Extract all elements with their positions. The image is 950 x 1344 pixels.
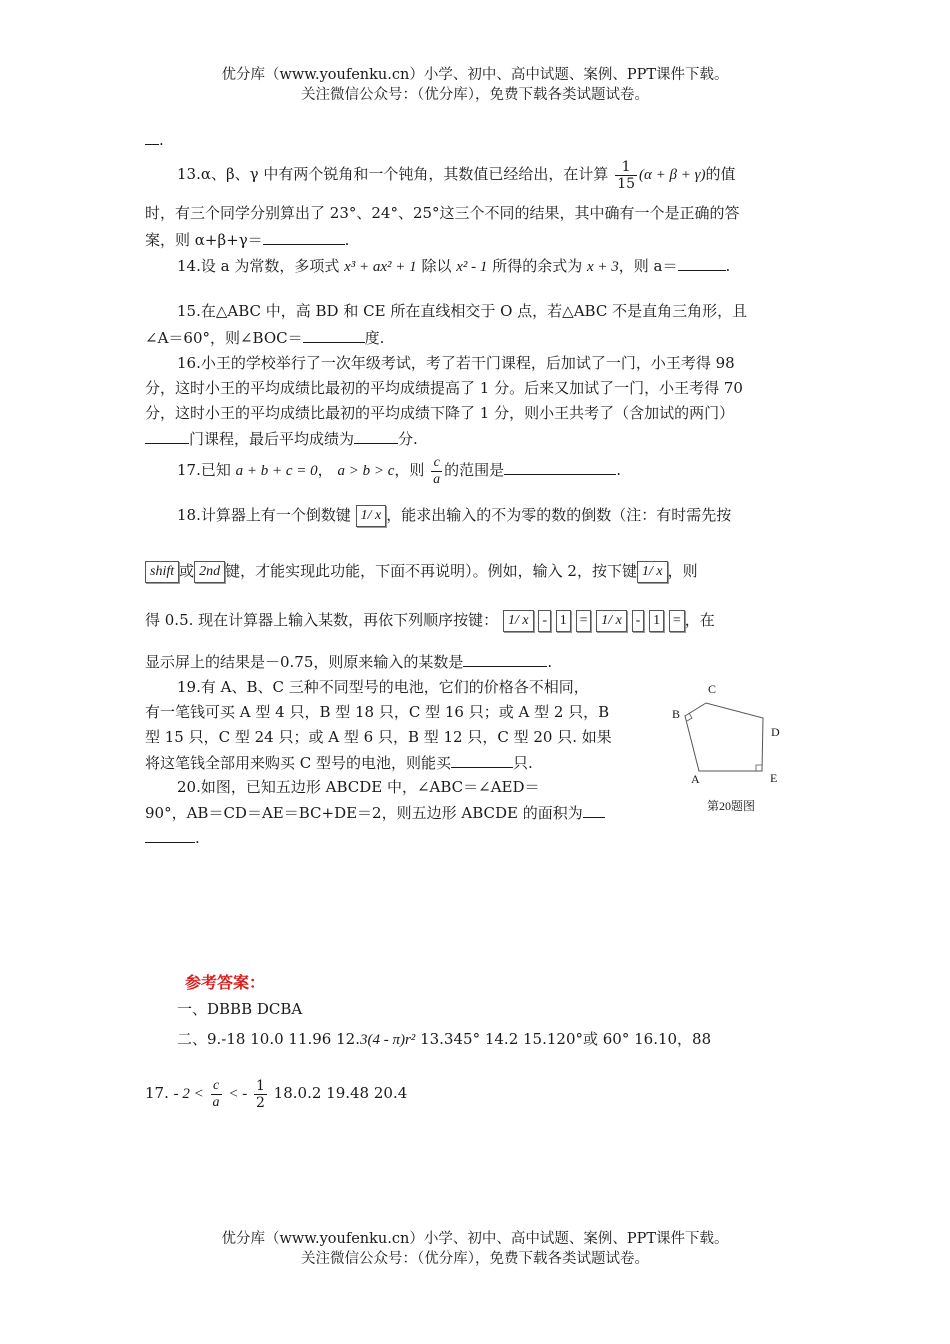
- question-19-line3: 型 15 只，C 型 24 只；或 A 型 6 只，B 型 12 只，C 型 20 只. 如果: [145, 728, 612, 746]
- question-13-line1: 13.α、β、γ 中有两个锐角和一个钝角，其数值已经给出，在计算 $\frac{1}{15}$ (α + β + γ)的值: [177, 158, 736, 192]
- answers-line-1: 一、DBBB DCBA: [177, 1000, 303, 1018]
- pentagon-figure: [665, 680, 790, 820]
- answer-blank: [504, 458, 616, 475]
- key-seq-3: 1: [556, 610, 571, 632]
- question-16-line3: 分，这时小王的平均成绩比最初的平均成绩下降了 1 分，则小王共考了（含加试的两门）: [145, 404, 735, 422]
- question-13-line3: 案，则 α+β+γ＝ .: [145, 228, 349, 250]
- question-19-line1: 19.有 A、B、C 三种不同型号的电池，它们的价格各不相同，: [177, 678, 589, 696]
- answers-line-2: 二、9.-18 10.0 11.96 12.3(4 - π)r² 13.345° 14.2 15.120°或 60° 16.10，88: [177, 1030, 712, 1048]
- right-angle-mark-e: [756, 765, 762, 771]
- key-seq-8: =: [669, 610, 685, 632]
- answer-blank: [145, 128, 159, 145]
- question-16-line4: 门课程，最后平均成绩为 分.: [145, 427, 418, 449]
- label-d: D: [771, 725, 780, 739]
- page-header: [0, 65, 950, 105]
- figure-caption: 第20题图: [707, 799, 756, 813]
- answers-title: 参考答案：: [185, 973, 266, 992]
- answer-blank: [303, 326, 365, 343]
- label-c: C: [708, 682, 717, 696]
- calculator-key-reciprocal: 1/ x: [356, 505, 387, 527]
- label-a: A: [691, 772, 700, 786]
- label-b: B: [672, 707, 681, 721]
- answers-line-3: 17. - 2 < $\frac{c}{a}$ < - $\frac{1}{2}$ 18.0.2 19.48 20.4: [145, 1077, 408, 1111]
- fraction: $\frac{1}{15}$: [617, 158, 636, 192]
- answer-blank: [354, 427, 398, 444]
- answer-blank: [263, 228, 345, 245]
- answer-blank: [463, 650, 547, 667]
- fraction: $\frac{c}{a}$: [433, 454, 441, 487]
- question-19-line2: 有一笔钱可买 A 型 4 只，B 型 18 只，C 型 16 只；或 A 型 2 只，B: [145, 703, 610, 721]
- question-20-line2: 90°，AB＝CD＝AE＝BC+DE＝2，则五边形 ABCDE 的面积为: [145, 801, 605, 823]
- question-14: 14.设 a 为常数，多项式 x³ + ax² + 1 除以 x² - 1 所得的余式为 x + 3，则 a＝ .: [177, 254, 730, 276]
- calculator-key-shift: shift: [145, 561, 179, 583]
- pentagon-shape: [685, 703, 763, 771]
- fraction: $\frac{1}{2}$: [255, 1077, 265, 1111]
- key-seq-6: -: [632, 610, 645, 632]
- question-19-line4: 将这笔钱全部用来购买 C 型号的电池，则能买 只.: [145, 751, 533, 773]
- fraction: $\frac{c}{a}$: [212, 1077, 220, 1110]
- footer-line-2: 关注微信公众号：（优分库），免费下载各类试题试卷。: [301, 1251, 649, 1267]
- question-16-line1: 16.小王的学校举行了一次年级考试，考了若干门课程，后加试了一门，小王考得 98: [177, 354, 735, 372]
- answer-blank: [451, 751, 513, 768]
- question-18-line4: 显示屏上的结果是－0.75，则原来输入的某数是 .: [145, 650, 552, 672]
- question-20-line1: 20.如图，已知五边形 ABCDE 中，∠ABC＝∠AED＝: [177, 778, 540, 796]
- question-17: 17.已知 a + b + c = 0， a > b > c，则 $\frac{c}{a}$ 的范围是 .: [177, 454, 621, 487]
- label-e: E: [770, 771, 778, 785]
- question-18-line1: 18.计算器上有一个倒数键 1/ x ，能求出输入的不为零的数的倒数（注：有时需先按: [177, 500, 731, 530]
- footer-line-1: 优分库（www.youfenku.cn）小学、初中、高中试题、案例、PPT课件下载。: [221, 1231, 729, 1247]
- page-footer: [0, 1229, 950, 1269]
- question-15-line1: 15.在△ABC 中，高 BD 和 CE 所在直线相交于 O 点，若△ABC 不是直角三角形，且: [177, 302, 748, 320]
- question-16-line2: 分，这时小王的平均成绩比最初的平均成绩提高了 1 分。后来又加试了一门，小王考得 70: [145, 379, 743, 397]
- q12-tail: .: [145, 128, 164, 149]
- question-13-line2: 时，有三个同学分别算出了 23°、24°、25°这三个不同的结果，其中确有一个是正确的答: [145, 204, 740, 222]
- key-seq-1: 1/ x: [503, 610, 534, 632]
- header-line-1: 优分库（www.youfenku.cn）小学、初中、高中试题、案例、PPT课件下载。: [221, 67, 729, 83]
- question-18-line2: shift 或 2nd 键，才能实现此功能，下面不再说明）。例如，输入 2，按下键 1/ x ，则: [145, 556, 698, 586]
- key-seq-7: 1: [649, 610, 664, 632]
- answer-blank: [145, 826, 195, 843]
- key-seq-4: =: [576, 610, 592, 632]
- answer-blank: [678, 254, 726, 271]
- calculator-key-2nd: 2nd: [194, 561, 225, 583]
- calculator-key-reciprocal: 1/ x: [637, 561, 668, 583]
- header-line-2: 关注微信公众号：（优分库），免费下载各类试题试卷。: [301, 87, 649, 103]
- key-seq-2: -: [538, 610, 551, 632]
- answer-blank: [145, 427, 189, 444]
- key-seq-5: 1/ x: [596, 610, 627, 632]
- question-15-line2: ∠A＝60°，则∠BOC＝ 度.: [145, 326, 384, 348]
- answer-blank: [583, 801, 605, 818]
- question-18-line3: 得 0.5. 现在计算器上输入某数，再依下列顺序按键： 1/ x - 1 = 1/ x - 1 = ，在: [145, 605, 715, 635]
- question-20-line3: .: [145, 826, 200, 847]
